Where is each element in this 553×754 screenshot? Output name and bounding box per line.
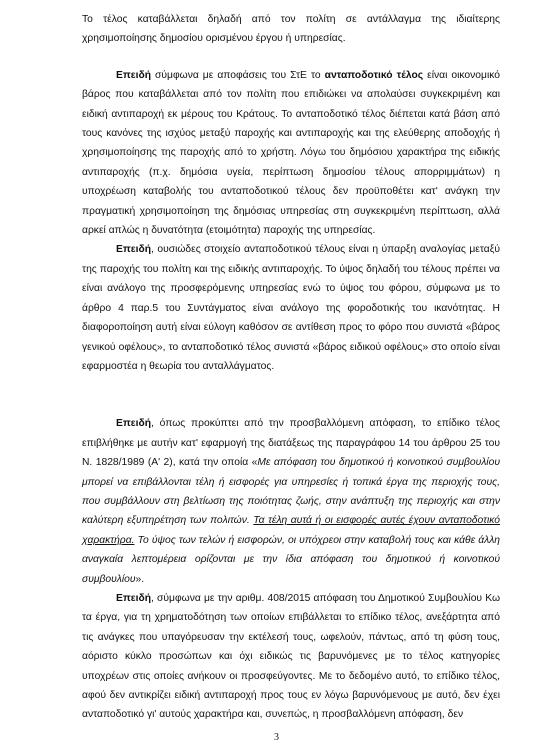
document-page [82, 10, 500, 725]
paragraph-4-text-b: ». [135, 573, 145, 585]
term-antapodotiko-telos: ανταποδοτικό τέλος [324, 69, 424, 81]
paragraph-5 [82, 589, 500, 725]
paragraph-3-text: , ουσιώδες στοιχείο ανταποδοτικού τέλους είναι η ύπαρξη αναλογίας μεταξύ της παροχής του πολίτη και της ειδικής αντιπαροχής. Το ύψος δηλαδή του τέλους πρέπει να είναι ανάλογο της προσφερόμενης υπηρεσίας ενώ το ύψος του φόρου, σύμφωνα με το άρθρο 4 παρ.5 του Συντάγματος είναι ανάλογο της φοροδοτικής του ικανότητας. Η διαφοροποίηση αυτή είναι εύλογη καθόσον σε αντίθεση προς το φόρο που συνιστά «βάρος γενικού οφέλους», το ανταποδοτικό τέλος συνιστά «βάρος ειδικού οφέλους» στο οποίο είναι εφαρμοστέα η θεωρία του ανταλλάγματος. [82, 244, 500, 372]
epeidi-lead: Επειδή [116, 69, 152, 81]
law-quote-underlined: Τα τέλη αυτά ή οι εισφορές αυτές έχουν ανταποδοτικό χαρακτήρα. [82, 515, 500, 546]
law-quote-italic-continued: Το ύψος των τελών ή εισφορών, οι υπόχρεοι στην καταβολή τους και κάθε άλλη αναγκαία λεπτομέρεια ορίζονται με την ίδια απόφαση του δημοτικού ή κοινοτικού συμβουλίου [82, 534, 500, 585]
paragraph-gap [82, 376, 500, 414]
epeidi-lead: Επειδή [116, 244, 152, 256]
epeidi-lead: Επειδή [116, 592, 152, 604]
paragraph-2-text-a: σύμφωνα με αποφάσεις του ΣτΕ το [151, 69, 325, 81]
paragraph-5-text: , σύμφωνα με την αριθμ. 408/2015 απόφαση του Δημοτικού Συμβουλίου Κω τα έργα, για τη χρηματοδότηση των οποίων επιβάλλεται το επίδικο τέλος, ανεξάρτητα από τις ανάγκες που υπαγόρευσαν την εκτέλεσή τους, ωφελούν, πάντως, από τη φύση τους, αόριστο κύκλο προσώπων και όχι ειδικώς τις βαρυνόμενες με το τέλος κατηγορίες υποχρέων στις οποίες ανήκουν οι προσφεύγοντες. Με το δεδομένο αυτό, το επίδικο τέλος, αφού δεν αντικρίζει ειδική αντιπαροχή προς τους εν λόγω βαρυνόμενους με αυτό, δεν έχει ανταποδοτικό γι' αυτούς χαρακτήρα και, συνεπώς, η προσβαλλόμενη απόφαση, δεν [82, 592, 500, 721]
epeidi-lead: Επειδή [116, 418, 152, 430]
paragraph-3 [82, 240, 500, 376]
paragraph-1 [82, 10, 500, 49]
page-number: 3 [274, 732, 279, 743]
paragraph-1-text: Το τέλος καταβάλλεται δηλαδή από τον πολίτη σε αντάλλαγμα της ιδιαίτερης χρησιμοποίησης δημοσίου ορισμένου έργου ή υπηρεσίας. [82, 14, 500, 45]
paragraph-gap [82, 49, 500, 66]
paragraph-2-text-b: είναι οικονομικό βάρος που καταβάλλεται από τον πολίτη που επιδιώκει να απολαύσει συγκεκριμένη και ειδική αντιπαροχή εκ μέρους του Κράτους. Το ανταποδοτικό τέλος διέπεται κατά βάση από τους κανόνες της ισχύος μεταξύ παροχής και αντιπαροχής και της ελεύθερης αποδοχής ή χρησιμοποίησης της παροχής από το χρήστη. Λόγω του δημόσιου χαρακτήρα της ειδικής αντιπαροχής (π.χ. δημόσια υγεία, περίπτωση δημοσίου τέλους απορριμμάτων) η υποχρέωση καταβολής του ανταποδοτικού τέλους δεν προϋποθέτει κατ' ανάγκη την πραγματική χρησιμοποίηση της δημόσιας υπηρεσίας στη συγκεκριμένη περίπτωση, αλλά αρκεί απλώς η δυνατότητα (ετοιμότητα) παροχής της υπηρεσίας. [82, 69, 500, 237]
paragraph-4-text-a: , όπως προκύπτει από την προσβαλλόμενη απόφαση, το επίδικο τέλος επιβλήθηκε με αυτήν κατ' εφαρμογή της διατάξεως της παραγράφου 14 του άρθρου 25 του Ν. 1828/1989 (Α' 2), κατά την οποία « [82, 418, 500, 469]
law-quote-italic: Με απόφαση του δημοτικού ή κοινοτικού συμβουλίου μπορεί να επιβάλλονται τέλη ή εισφορές για υπηρεσίες ή τοπικά έργα της περιοχής τους, που συμβάλλουν στη βελτίωση της ποιότητας ζωής, στην ανάπτυξη της περιοχής και στην καλύτερη εξυπηρέτηση των πολιτών. [82, 457, 500, 527]
paragraph-4 [82, 414, 500, 589]
paragraph-2 [82, 66, 500, 241]
